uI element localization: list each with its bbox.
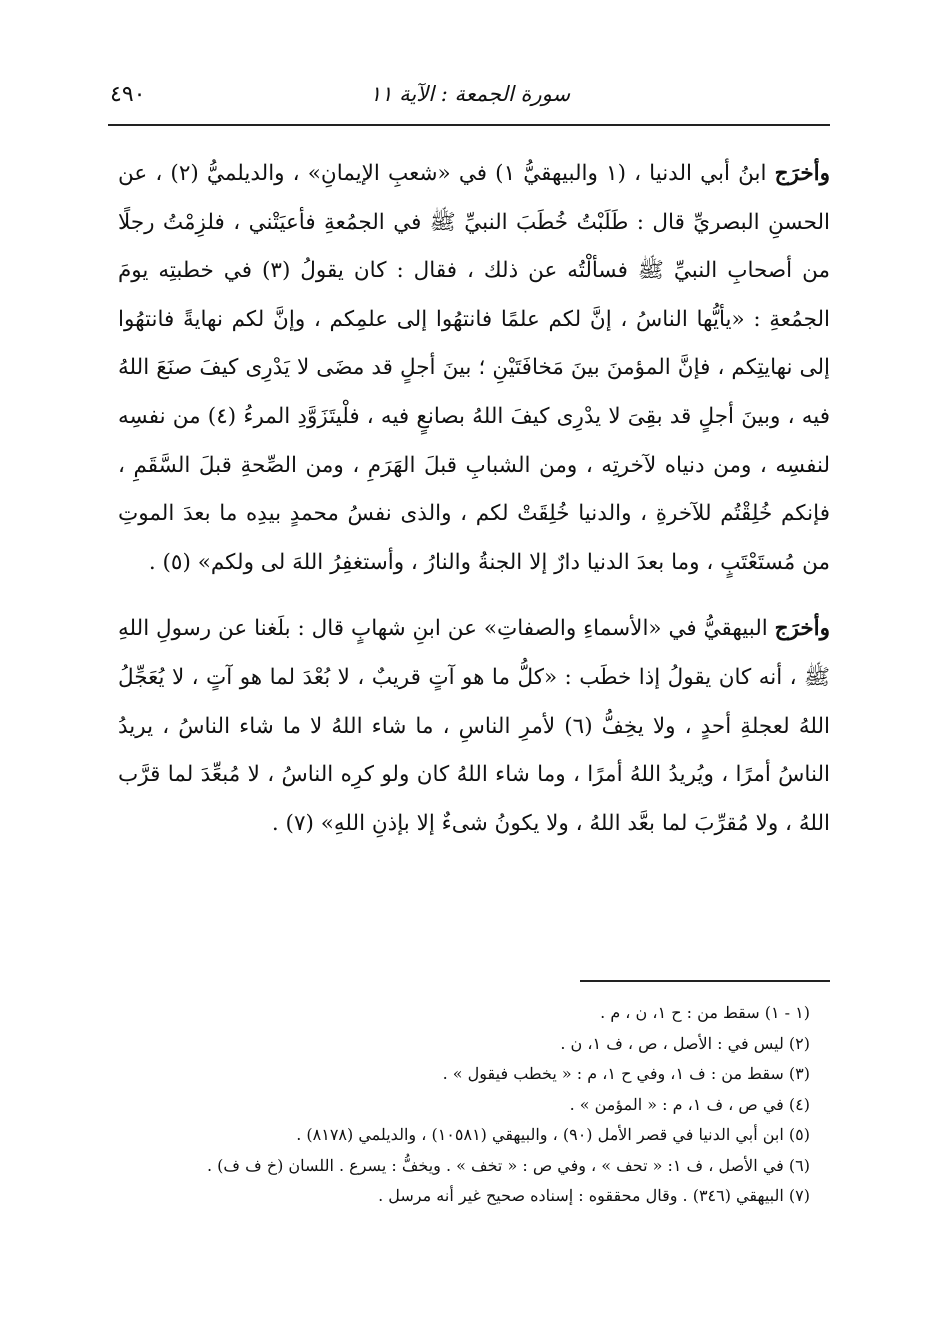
paragraph-2 bbox=[118, 605, 830, 848]
footnote-1: (١ - ١) سقط من : ح ١، ن ، م . bbox=[600, 1003, 810, 1022]
footnote-5: (٥) ابن أبي الدنيا في قصر الأمل (٩٠) ، والبيهقي (١٠٥٨١) ، والديلمي (٨١٧٨) . bbox=[296, 1125, 810, 1144]
footnote-separator bbox=[580, 980, 830, 982]
paragraph-text: البيهقيُّ في «الأسماءِ والصفاتِ» عن ابنِ شهابٍ قال : بلَغنا عن رسولِ اللهِ ﷺ ، أنه كان يقولُ إذا خطَب : «كلُّ ما هو آتٍ قريبٌ ، لا بُعْدَ لما هو آتٍ ، لا يُعَجِّلُ اللهُ لعجلةِ أحدٍ ، ولا يخِفُّ (٦) لأمرِ الناسِ ، ما شاء اللهُ لا ما شاء الناسُ ، يريدُ الناسُ أمرًا ، ويُريدُ اللهُ أمرًا ، وما شاء اللهُ كان ولو كرِه الناسُ ، لا مُبعِّدَ لما قرَّب اللهُ ، ولا مُقرِّبَ لما بعَّد اللهُ ، ولا يكونُ شىءٌ إلا بإذنِ اللهِ» (٧) . bbox=[118, 616, 830, 836]
footnote-3: (٣) سقط من : ف ١، وفي ح ١، م : « يخطب فيقول » . bbox=[442, 1064, 810, 1083]
main-text bbox=[118, 150, 830, 848]
footnote-7: (٧) البيهقي (٣٤٦) . وقال محققوه : إسناده صحيح غير أنه مرسل . bbox=[378, 1186, 810, 1205]
footnote-6: (٦) في الأصل ، ف ١: « تحف » ، وفي ص : « تخف » . ويخفُّ : يسرع . اللسان (خ ف ف) . bbox=[206, 1155, 810, 1175]
footnote-2: (٢) ليس في : الأصل ، ص ، ف ١، ن . bbox=[560, 1033, 810, 1053]
footnotes bbox=[118, 998, 810, 1212]
paragraph-text: ابنُ أبي الدنيا ، (١ والبيهقيُّ ١) في «شعبِ الإيمانِ» ، والديلميُّ (٢) ، عن الحسنِ البصريِّ قال : طَلَبْتُ خُطَبَ النبيِّ ﷺ في الجمُعةِ فأعيَتْني ، فلزِمْتُ رجلًا من أصحابِ النبيِّ ﷺ فسألْتُه عن ذلك ، فقال : كان يقولُ (٣) في خطبتِه يومَ الجمُعةِ : «يأيُّها الناسُ ، إنَّ لكم علمًا فانتهُوا إلى علمِكم ، وإنَّ لكم نهايةً فانتهُوا إلى نهايتِكم ، فإنَّ المؤمنَ بينَ مَخافَتَيْنِ ؛ بينَ أجلٍ قد مضَى لا يَدْرِى كيفَ صنَعَ اللهُ فيه ، وبينَ أجلٍ قد بقِىَ لا يدْرِى كيفَ اللهُ بصانعٍ فيه ، فلْيتَزَوَّدِ المرءُ (٤) من نفسِه لنفسِه ، ومن دنياه لآخرتِه ، ومن الشبابِ قبلَ الهَرَمِ ، ومن الصِّحةِ قبلَ السَّقَمِ ، فإنكم خُلِقْتُم للآخرةِ ، والدنيا خُلِقَتْ لكم ، والذى نفسُ محمدٍ بيدِه ما بعدَ الموتِ من مُستَعْتَبٍ ، وما بعدَ الدنيا دارٌ إلا الجنةُ والنارُ ، وأستغفِرُ اللهَ لى ولكم» (٥) . bbox=[118, 161, 830, 575]
page-number: ٤٩٠ bbox=[110, 82, 146, 107]
paragraph-1 bbox=[118, 150, 830, 587]
paragraph-opener: وأخرَج bbox=[774, 616, 830, 642]
running-title: سورة الجمعة : الآية ١١ bbox=[369, 82, 571, 106]
paragraph-opener: وأخرَج bbox=[774, 161, 831, 186]
header-rule bbox=[108, 124, 830, 126]
footnote-4: (٤) في ص ، ف ١، م : « المؤمن » . bbox=[569, 1094, 810, 1114]
